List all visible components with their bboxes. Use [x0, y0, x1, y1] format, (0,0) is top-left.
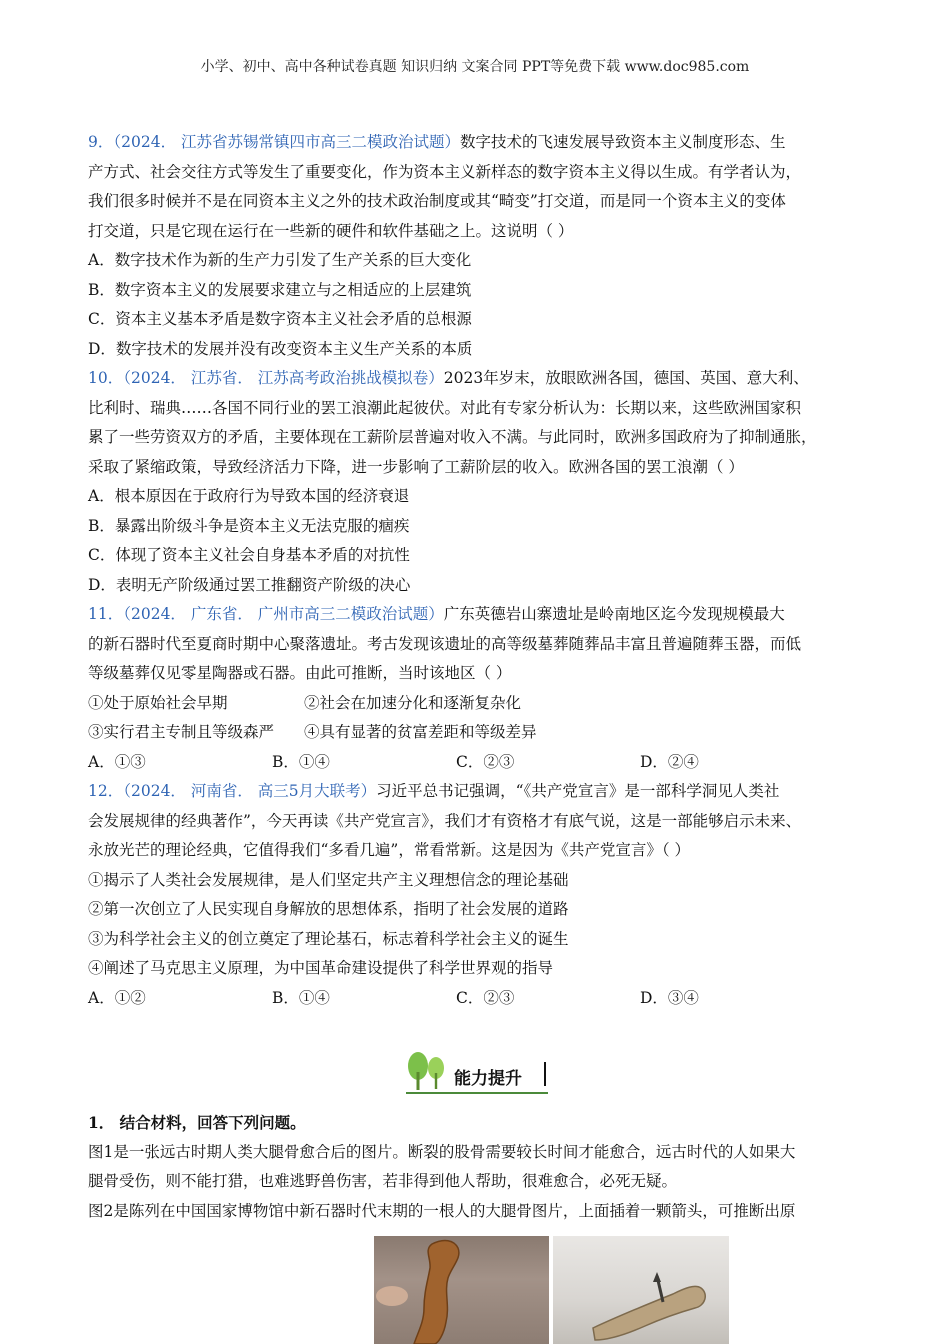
choices-row: [88, 748, 878, 778]
statement-row: [88, 718, 878, 748]
statement: ②第一次创立了人民实现自身解放的思想体系，指明了社会发展的道路: [88, 900, 569, 918]
option-c: C．资本主义基本矛盾是数字资本主义社会矛盾的总根源: [88, 310, 472, 328]
question-9: [88, 128, 878, 364]
stem-line: 永放光芒的理论经典，它值得我们“多看几遍”，常看常新。这是因为《共产党宣言》（ ）: [88, 841, 691, 859]
stem-line: 产方式、社会交往方式等发生了重要变化，作为资本主义新样态的数字资本主义得以生成。有学者认为，: [88, 162, 802, 181]
choice-a: A．①③: [88, 752, 146, 771]
material-heading: 1． 结合材料，回答下列问题。: [88, 1113, 306, 1132]
option-d: D．表明无产阶级通过罢工推翻资产阶级的决心: [88, 575, 411, 594]
choice-d: D．③④: [640, 988, 699, 1007]
material-line: 图1是一张远古时期人类大腿骨愈合后的图片。断裂的股骨需要较长时间才能愈合，远古时代的人如果大: [88, 1142, 796, 1161]
question-number: 12．: [88, 782, 124, 800]
section-title: 能力提升: [454, 1069, 522, 1089]
page-header: 小学、初中、高中各种试卷真题 知识归纳 文案合同 PPT等免费下载 www.doc985.com: [200, 59, 750, 75]
stem-line: 2023年岁末，放眼欧洲各国，德国、英国、意大利、: [443, 369, 809, 387]
stem-line: 数字技术的飞速发展导致资本主义制度形态、生: [460, 133, 786, 151]
section-heading: [404, 1048, 554, 1096]
statement: ①揭示了人类社会发展规律，是人们坚定共产主义理想信念的理论基础: [88, 870, 569, 889]
question-10: [88, 364, 878, 600]
question-number: 11．: [88, 605, 124, 623]
stem-line: 打交道，只是它现在运行在一些新的硬件和软件基础之上。这说明（ ）: [88, 221, 574, 240]
statement-row: [88, 689, 878, 719]
question-11: [88, 600, 878, 777]
choice-a: A．①②: [88, 988, 146, 1007]
statement: ④具有显著的贫富差距和等级差异: [304, 723, 537, 741]
choice-c: C．②③: [456, 752, 515, 771]
question-source: （2024． 广东省． 广州市高三二模政治试题）: [123, 605, 444, 623]
statement: ③为科学社会主义的创立奠定了理论基石，标志着科学社会主义的诞生: [88, 929, 569, 948]
material-line: 图2是陈列在中国国家博物馆中新石器时代末期的一根人的大腿骨图片，上面插着一颗箭头，可推断出原: [88, 1201, 796, 1220]
option-c: C．体现了资本主义社会自身基本矛盾的对抗性: [88, 546, 410, 564]
material-line: 腿骨受伤，则不能打猎，也难逃野兽伤害，若非得到他人帮助，很难愈合，必死无疑。: [88, 1172, 678, 1190]
choice-c: C．②③: [456, 988, 515, 1007]
question-source: （2024． 江苏省苏锡常镇四市高三二模政治试题）: [113, 133, 460, 151]
material-block: [88, 1108, 878, 1226]
statement: ④阐述了马克思主义原理，为中国革命建设提供了科学世界观的指导: [88, 959, 554, 977]
question-number: 9．: [88, 133, 114, 151]
stem-line: 广东英德岩山寨遗址是岭南地区迄今发现规模最大: [443, 605, 785, 623]
option-d: D．数字技术的发展并没有改变资本主义生产关系的本质: [88, 339, 473, 358]
choices-row: [88, 984, 878, 1014]
stem-line: 累了一些劳资双方的矛盾，主要体现在工薪阶层普遍对收入不满。与此同时，欧洲多国政府为了抑制通胀，: [88, 428, 817, 446]
question-number: 10．: [88, 369, 124, 387]
option-a: A．根本原因在于政府行为导致本国的经济衰退: [88, 487, 410, 505]
stem-line: 我们很多时候并不是在同资本主义之外的技术政治制度或其“畸变”打交道，而是同一个资本主义的变体: [88, 192, 786, 210]
tree-icon: [404, 1048, 450, 1094]
choice-d: D．②④: [640, 752, 699, 771]
statement: ①处于原始社会早期: [88, 693, 228, 712]
section-underline: [406, 1092, 548, 1094]
stem-line: 比利时、瑞典……各国不同行业的罢工浪潮此起彼伏。对此有专家分析认为：长期以来，这些欧洲国家积: [88, 398, 802, 417]
choice-b: B．①④: [272, 752, 330, 771]
text-cursor: [544, 1062, 546, 1086]
questions-block: [88, 128, 878, 1013]
stem-line: 习近平总书记强调，“《共产党宣言》是一部科学洞见人类社: [376, 782, 780, 800]
statement: ②社会在加速分化和逐渐复杂化: [304, 693, 522, 712]
question-source: （2024． 江苏省． 江苏高考政治挑战模拟卷）: [123, 369, 444, 387]
statement: ③实行君主专制且等级森严: [88, 723, 275, 741]
question-source: （2024． 河南省． 高三5月大联考）: [123, 782, 377, 800]
femur-photo-1: [374, 1236, 549, 1344]
choice-b: B．①④: [272, 988, 330, 1007]
stem-line: 等级墓葬仅见零星陶器或石器。由此可推断，当时该地区（ ）: [88, 664, 512, 682]
stem-line: 会发展规律的经典著作”，今天再读《共产党宣言》，我们才有资格才有底气说，这是一部能够启示未来、: [88, 811, 802, 830]
option-a: A．数字技术作为新的生产力引发了生产关系的巨大变化: [88, 251, 472, 269]
option-b: B．数字资本主义的发展要求建立与之相适应的上层建筑: [88, 280, 472, 299]
question-12: [88, 777, 878, 1013]
stem-line: 采取了紧缩政策，导致经济活力下降，进一步影响了工薪阶层的收入。欧洲各国的罢工浪潮（ ）: [88, 457, 744, 476]
option-b: B．暴露出阶级斗争是资本主义无法克服的痼疾: [88, 516, 410, 535]
stem-line: 的新石器时代至夏商时期中心聚落遗址。考古发现该遗址的高等级墓葬随葬品丰富且普遍随葬玉器，而低: [88, 634, 802, 653]
femur-photo-2: [553, 1236, 729, 1344]
